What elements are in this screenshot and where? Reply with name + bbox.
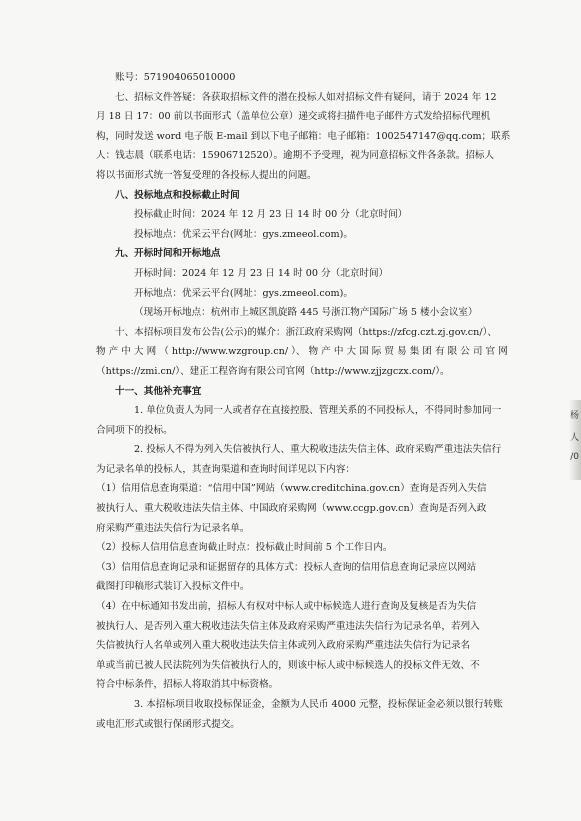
credit-query-deadline: （2）投标人信用信息查询截止时点：投标截止时间前 5 个工作日内。 xyxy=(96,542,393,554)
edge-mark: 人 xyxy=(569,433,579,443)
credit-review: 单或当前已被人民法院列为失信被执行人的，则该中标人或中标候选人的投标文件无效、不 xyxy=(96,659,480,671)
section-seven-line: 人：钱志晨（联系电话：15906712520）。逾期不予受理，视为同意招标文件各条款。招标人 xyxy=(96,150,495,162)
credit-record-method: 截图打印稿形式装订入投标文件中。 xyxy=(96,581,250,593)
bid-location: 投标地点：优采云平台(网址：gys.zmeeol.com)。 xyxy=(134,228,353,240)
section-seven-line: 将以书面形式统一答复受理的各投标人提出的问题。 xyxy=(96,169,317,181)
item-one-line: 1. 单位负责人为同一人或者存在直接控股、管理关系的不同投标人，不得同时参加同一 xyxy=(134,405,502,417)
opening-time: 开标时间：2024 年 12 月 23 日 14 时 00 分（北京时间） xyxy=(134,267,389,279)
credit-review: 失信被执行人名单或列入重大税收违法失信主体或列入政府采购严重违法失信行为记录名 xyxy=(96,640,471,652)
section-ten-line: （https://zmi.cn/）、建正工程咨询有限公司官网（http://www.zjjzgczx.com/）。 xyxy=(96,365,450,377)
credit-review: 符合中标条件，招标人将取消其中标资格。 xyxy=(96,679,279,691)
credit-review: （4）在中标通知书发出前，招标人有权对中标人或中标候选人进行查询及复核是否为失信 xyxy=(96,601,477,613)
bid-bond-line: 3. 本招标项目收取投标保证金，金额为人民币 4000 元整，投标保证金必须以银行转账 xyxy=(134,699,503,710)
edge-mark: 杨 xyxy=(569,411,579,421)
credit-review: 被执行人、是否列入重大税收违法失信主体及政府采购严重违法失信行为记录名单，若列入 xyxy=(96,620,480,632)
credit-query-channel: （1）信用信息查询渠道：“信用中国”网站（www.creditchina.gov.cn）查询是否列入失信 xyxy=(96,483,487,495)
bid-deadline: 投标截止时间：2024 年 12 月 23 日 14 时 00 分（北京时间） xyxy=(134,209,408,221)
credit-query-channel: 府采购严重违法失信行为记录名单。 xyxy=(96,522,250,534)
document-body xyxy=(96,68,511,734)
bid-bond-line: 或电汇形式或银行保函形式提交。 xyxy=(96,718,240,730)
section-eight-heading: 八、投标地点和投标截止时间 xyxy=(115,189,240,201)
onsite-opening-location: （现场开标地点：杭州市上城区凯旋路 445 号浙江物产国际广场 5 楼小会议室） xyxy=(134,307,478,319)
item-two-line: 为记录名单的投标人，其查询渠道和查询时间详见以下内容： xyxy=(96,463,356,475)
edge-mark: /0 xyxy=(570,452,579,462)
section-ten-line: 物 产 中 大 网 （ http://www.wzgroup.cn/ ）、 物 产 中 大 国 际 贸 易 集 团 有 限 公 司 官 网 xyxy=(96,346,508,358)
credit-record-method: （3）信用信息查询记录和证据留存的具体方式：投标人查询的信用信息查询记录应以网站 xyxy=(96,561,477,573)
section-nine-heading: 九、开标时间和开标地点 xyxy=(115,248,221,260)
item-two-line: 2. 投标人不得为列入失信被执行人、重大税收违法失信主体、政府采购严重违法失信行 xyxy=(134,444,502,456)
section-eleven-heading: 十一、其他补充事宜 xyxy=(115,385,202,397)
section-seven-line: 七、招标文件答疑：各获取招标文件的潜在投标人如对招标文件有疑问，请于 2024 年 12 xyxy=(115,91,497,103)
section-ten-line: 十、本招标项目发布公告(公示)的媒介：浙江政府采购网（https://zfcg.czt.zj.gov.cn/）、 xyxy=(115,326,497,338)
account-number: 账号：571904065010000 xyxy=(115,72,236,83)
section-seven-line: 构，同时发送 word 电子版 E-mail 到以下电子邮箱：电子邮箱：1002547147@qq.com；联系 xyxy=(96,130,511,142)
credit-query-channel: 被执行人、重大税收违法失信主体、中国政府采购网（www.ccgp.gov.cn）查询是否列入政 xyxy=(96,503,487,515)
section-seven-line: 月 18 日 17：00 前以书面形式（盖单位公章）递交或将扫描件电子邮件方式发给招标代理机 xyxy=(96,111,491,123)
item-one-line: 合同项下的投标。 xyxy=(96,424,173,436)
opening-location: 开标地点：优采云平台(网址：gys.zmeeol.com)。 xyxy=(134,287,353,299)
